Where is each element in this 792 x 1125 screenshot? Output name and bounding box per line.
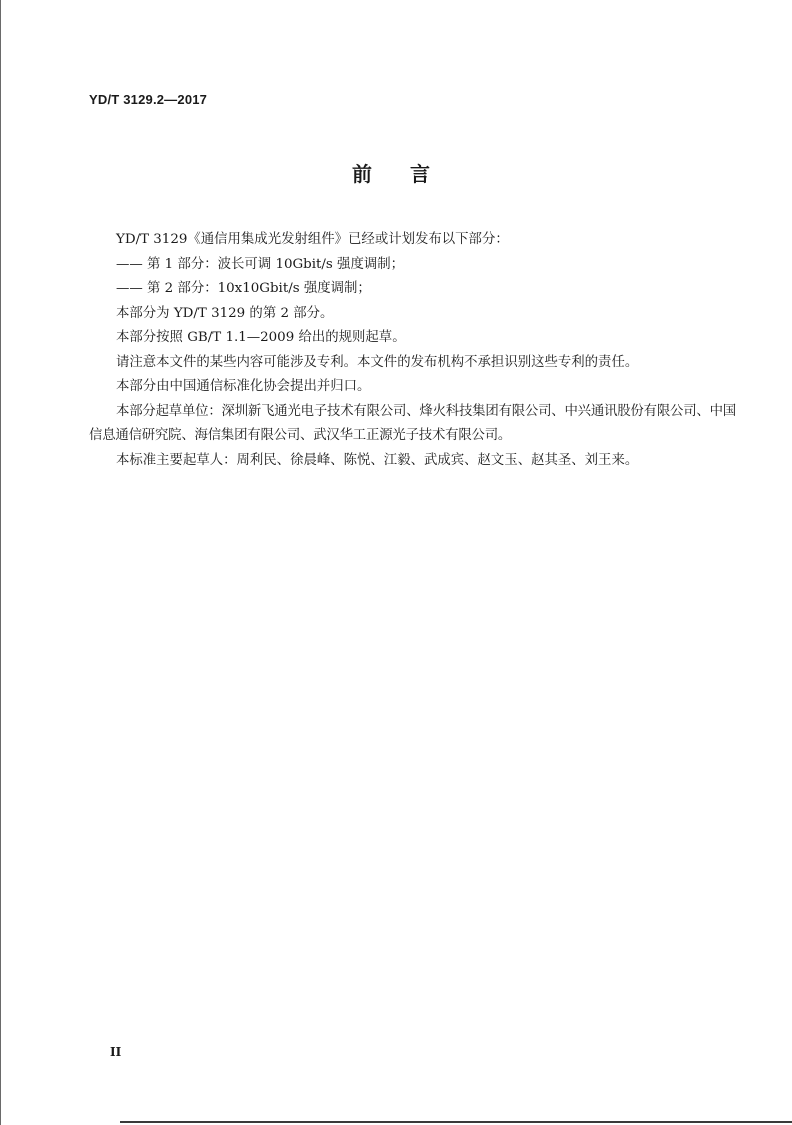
paragraph-drafting-units: 本部分起草单位：深圳新飞通光电子技术有限公司、烽火科技集团有限公司、中兴通讯股份有限公司、中国信息通信研究院、海信集团有限公司、武汉华工正源光子技术有限公司。 xyxy=(89,403,736,443)
paragraph-series-intro: YD/T 3129《通信用集成光发射组件》已经或计划发布以下部分： xyxy=(116,232,509,247)
page-number: II xyxy=(110,1045,122,1059)
paragraph-part-statement: 本部分为 YD/T 3129 的第 2 部分。 xyxy=(116,305,334,321)
paragraph-drafters: 本标准主要起草人：周利民、徐晨峰、陈悦、江毅、武成宾、赵文玉、赵其圣、刘王来。 xyxy=(116,452,639,468)
foreword-body xyxy=(89,228,737,473)
page-title: 前言 xyxy=(352,162,468,186)
list-item-part-2: —— 第 2 部分：10x10Gbit/s 强度调制； xyxy=(116,281,371,296)
paragraph-drafting-rules: 本部分按照 GB/T 1.1—2009 给出的规则起草。 xyxy=(116,330,406,345)
paragraph-patent-notice: 请注意本文件的某些内容可能涉及专利。本文件的发布机构不承担识别这些专利的责任。 xyxy=(116,354,639,370)
list-item-part-1: —— 第 1 部分：波长可调 10Gbit/s 强度调制； xyxy=(116,256,405,272)
paragraph-proposer: 本部分由中国通信标准化协会提出并归口。 xyxy=(116,379,371,394)
standard-code: YD/T 3129.2—2017 xyxy=(89,92,208,107)
scan-bottom-edge xyxy=(120,1121,792,1123)
